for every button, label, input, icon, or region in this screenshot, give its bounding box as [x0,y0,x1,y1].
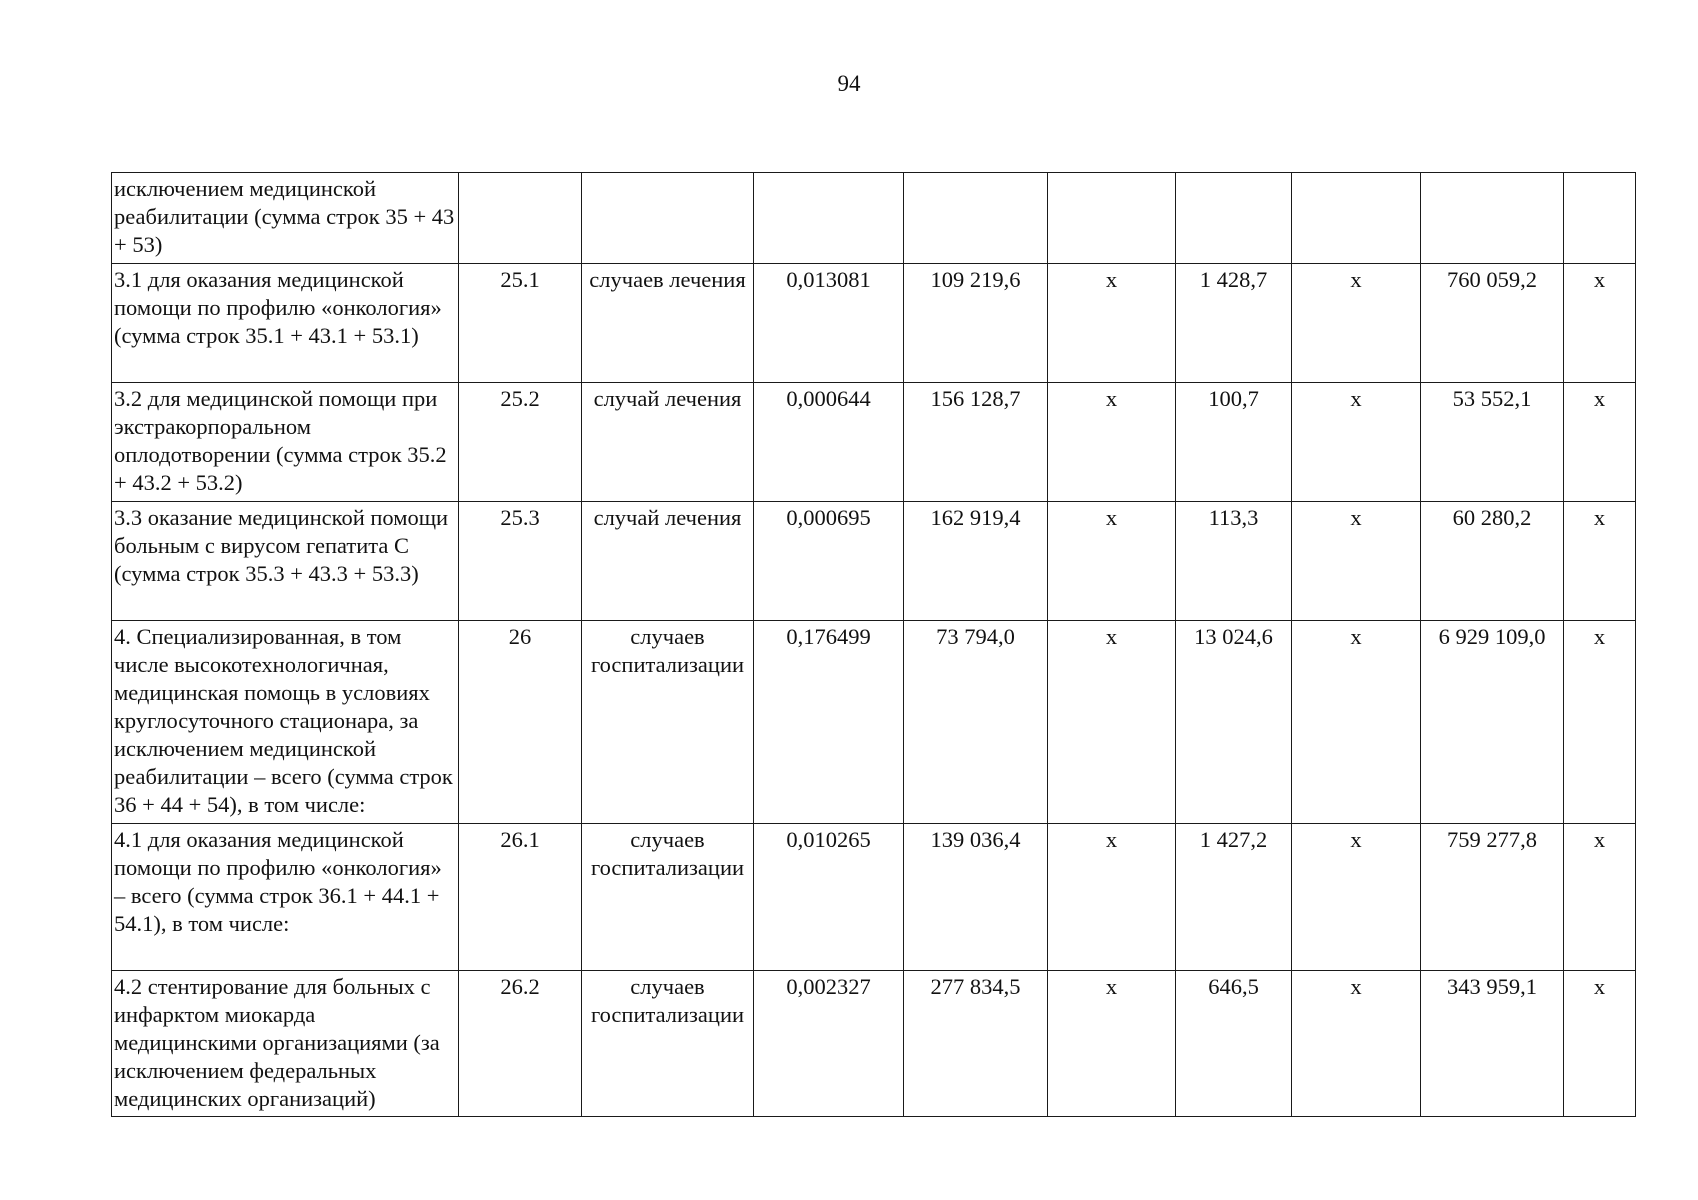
row-col8-cell [1292,173,1421,264]
table-row [112,971,1636,1117]
row-unit-cell: случаев госпитализации [582,971,754,1117]
row-col10-cell: х [1564,264,1636,383]
row-col6-cell: х [1048,264,1176,383]
row-cost-cell [904,173,1048,264]
row-line-cell: 25.3 [459,502,582,621]
row-name-cell: 4.2 стентирование для больных с инфарктом миокарда медицинскими организациями (за исключением федеральных медицинских организаций) [112,971,459,1117]
row-col6-cell: х [1048,502,1176,621]
row-col10-cell: х [1564,824,1636,971]
row-col7-cell: 113,3 [1176,502,1292,621]
row-col9-cell: 760 059,2 [1421,264,1564,383]
row-col9-cell: 53 552,1 [1421,383,1564,502]
row-line-cell: 26.1 [459,824,582,971]
row-col6-cell: х [1048,621,1176,824]
row-norm-cell [754,173,904,264]
row-col6-cell: х [1048,824,1176,971]
row-col8-cell: х [1292,824,1421,971]
row-col7-cell: 646,5 [1176,971,1292,1117]
row-line-cell [459,173,582,264]
row-col6-cell: х [1048,383,1176,502]
row-norm-cell: 0,000695 [754,502,904,621]
row-col10-cell: х [1564,383,1636,502]
row-norm-cell: 0,013081 [754,264,904,383]
row-cost-cell: 156 128,7 [904,383,1048,502]
row-col6-cell [1048,173,1176,264]
data-table [111,172,1636,1117]
row-unit-cell: случаев лечения [582,264,754,383]
row-unit-cell: случаев госпитализации [582,621,754,824]
row-col9-cell: 6 929 109,0 [1421,621,1564,824]
row-col7-cell: 13 024,6 [1176,621,1292,824]
row-norm-cell: 0,000644 [754,383,904,502]
row-col8-cell: х [1292,971,1421,1117]
row-col7-cell: 1 427,2 [1176,824,1292,971]
row-line-cell: 26.2 [459,971,582,1117]
row-col7-cell [1176,173,1292,264]
table-row [112,173,1636,264]
row-unit-cell: случай лечения [582,502,754,621]
row-col10-cell: х [1564,971,1636,1117]
table-row [112,383,1636,502]
table-row [112,824,1636,971]
row-col9-cell: 343 959,1 [1421,971,1564,1117]
row-col9-cell: 60 280,2 [1421,502,1564,621]
row-cost-cell: 109 219,6 [904,264,1048,383]
row-cost-cell: 277 834,5 [904,971,1048,1117]
page-number: 94 [837,71,861,96]
row-col8-cell: х [1292,264,1421,383]
row-col10-cell [1564,173,1636,264]
row-col10-cell: х [1564,502,1636,621]
row-unit-cell: случаев госпитализации [582,824,754,971]
row-col6-cell: х [1048,971,1176,1117]
table-row [112,264,1636,383]
row-cost-cell: 139 036,4 [904,824,1048,971]
row-line-cell: 26 [459,621,582,824]
row-name-cell: 4. Специализированная, в том числе высокотехнологичная, медицинская помощь в условиях круглосуточного стационара, за исключением медицинской реабилитации – всего (сумма строк 36 + 44 + 54), в том числе: [112,621,459,824]
row-unit-cell: случай лечения [582,383,754,502]
row-line-cell: 25.2 [459,383,582,502]
row-cost-cell: 162 919,4 [904,502,1048,621]
row-name-cell: 3.3 оказание медицинской помощи больным с вирусом гепатита С (сумма строк 35.3 + 43.3 + 53.3) [112,502,459,621]
row-norm-cell: 0,176499 [754,621,904,824]
row-line-cell: 25.1 [459,264,582,383]
row-cost-cell: 73 794,0 [904,621,1048,824]
row-name-cell: 3.2 для медицинской помощи при экстракорпоральном оплодотворении (сумма строк 35.2 + 43.2 + 53.2) [112,383,459,502]
row-name-cell: 3.1 для оказания медицинской помощи по профилю «онкология» (сумма строк 35.1 + 43.1 + 53.1) [112,264,459,383]
row-col8-cell: х [1292,383,1421,502]
row-col8-cell: х [1292,621,1421,824]
row-col7-cell: 1 428,7 [1176,264,1292,383]
table-row [112,621,1636,824]
row-norm-cell: 0,002327 [754,971,904,1117]
table-row [112,502,1636,621]
row-col8-cell: х [1292,502,1421,621]
row-col9-cell [1421,173,1564,264]
row-col9-cell: 759 277,8 [1421,824,1564,971]
row-name-cell: 4.1 для оказания медицинской помощи по профилю «онкология» – всего (сумма строк 36.1 + 44.1 + 54.1), в том числе: [112,824,459,971]
row-unit-cell [582,173,754,264]
row-name-cell: исключением медицинской реабилитации (сумма строк 35 + 43 + 53) [112,173,459,264]
row-col7-cell: 100,7 [1176,383,1292,502]
row-col10-cell: х [1564,621,1636,824]
row-norm-cell: 0,010265 [754,824,904,971]
